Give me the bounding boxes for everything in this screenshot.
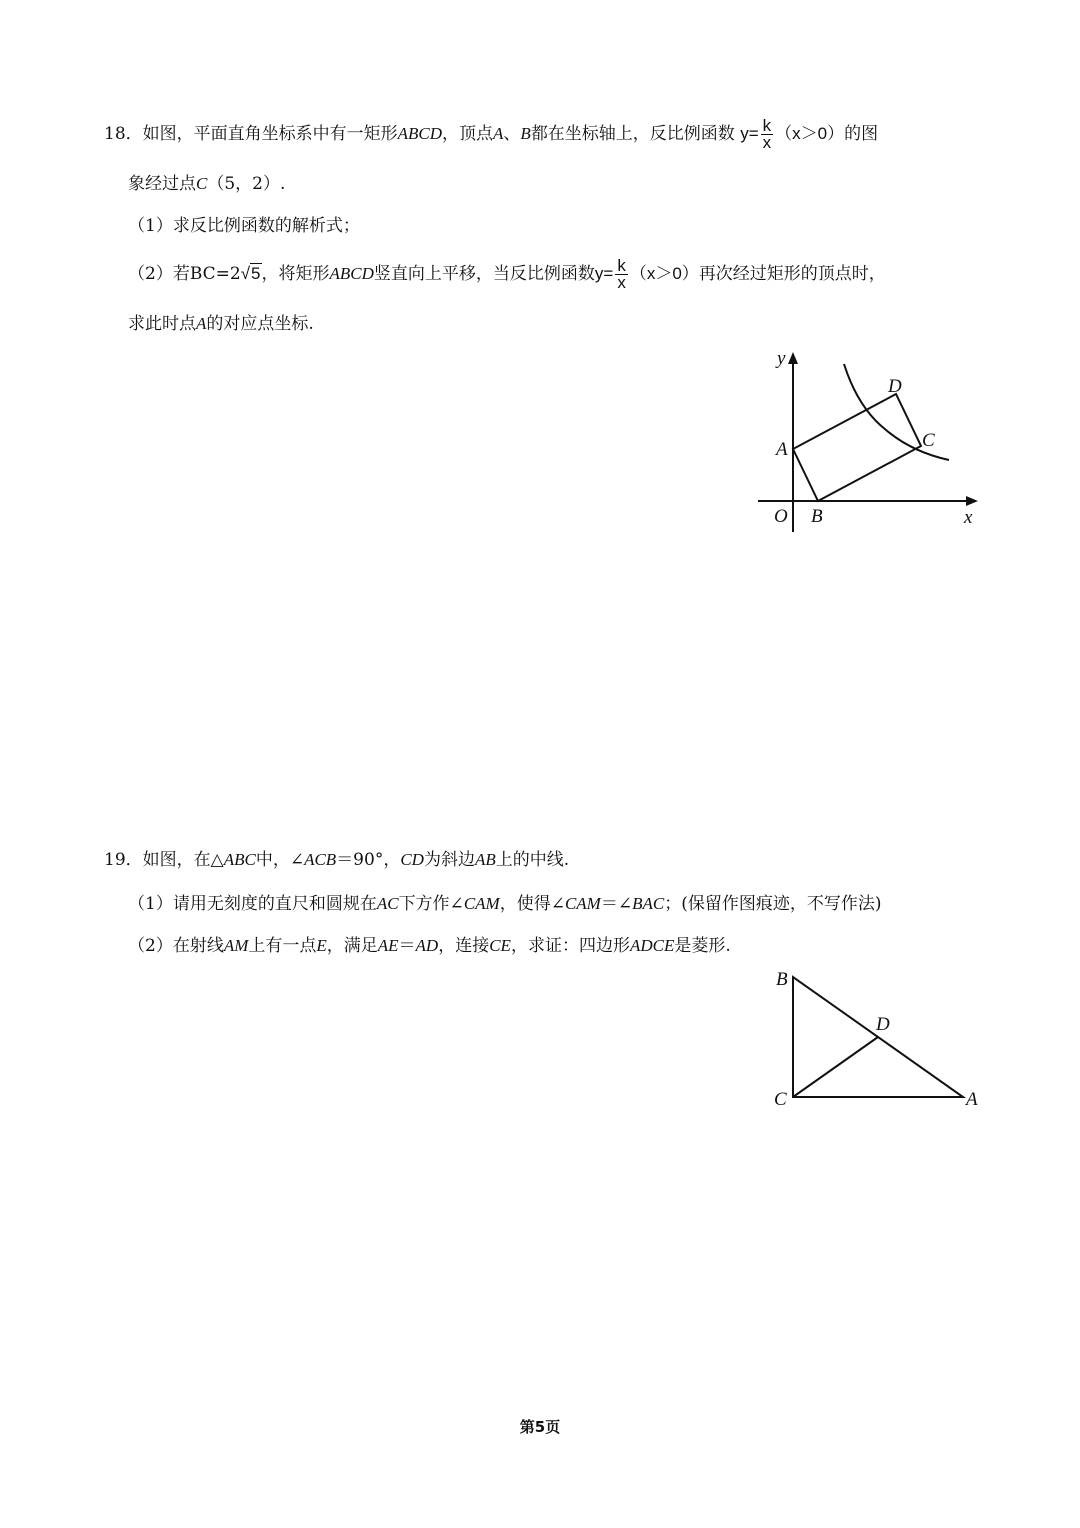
q18-line1: 18．如图，平面直角坐标系中有一矩形ABCD，顶点A、B都在坐标轴上，反比例函数 y= $\frac{k}{x}$ （x＞0）的图	[104, 116, 879, 152]
label-x: x	[964, 507, 973, 528]
label-d: D	[876, 1014, 890, 1035]
x-axis-arrow	[966, 496, 978, 506]
label-c: C	[774, 1089, 787, 1110]
q19-line1: 19．如图，在△ABC中，∠ACB＝90°，CD为斜边AB上的中线.	[104, 850, 570, 870]
q18-number: 18．	[104, 124, 143, 144]
q19-number: 19．	[104, 850, 143, 870]
label-a: A	[776, 439, 788, 460]
q18-function: y=	[740, 124, 759, 143]
label-y: y	[777, 348, 786, 369]
page-number: 第5页	[519, 1418, 561, 1436]
q19-sub2: （2）在射线AM上有一点E，满足AE＝AD，连接CE，求证：四边形ADCE是菱形.	[128, 936, 731, 956]
label-a: A	[966, 1089, 978, 1110]
q18-sub2-line2: 求此时点A的对应点坐标.	[128, 314, 314, 334]
label-d: D	[888, 376, 902, 397]
q19-sub1: （1）请用无刻度的直尺和圆规在AC下方作∠CAM，使得∠CAM＝∠BAC；(保留作图痕迹，不写作法)	[128, 894, 882, 914]
q19-figure	[760, 960, 1000, 1120]
y-axis-arrow	[788, 352, 798, 364]
q18-sub1: （1）求反比例函数的解析式；	[128, 216, 360, 236]
rectangle-abcd	[793, 394, 921, 501]
label-b: B	[776, 969, 788, 990]
median-cd	[793, 1037, 878, 1097]
label-c: C	[922, 430, 935, 451]
fraction: $\frac{k}{x}$	[762, 116, 772, 152]
label-b: B	[811, 506, 823, 527]
label-o: O	[774, 506, 788, 527]
q18-line2: 象经过点C（5，2）.	[128, 174, 286, 194]
fraction: $\frac{k}{x}$	[617, 256, 626, 292]
q18-sub2: （2）若BC=2√5，将矩形ABCD竖直向上平移，当反比例函数y= $\frac{k}{x}$ （x＞0）再次经过矩形的顶点时，	[128, 256, 886, 292]
sqrt-symbol: √5	[240, 264, 261, 283]
q18-figure	[740, 340, 1000, 540]
